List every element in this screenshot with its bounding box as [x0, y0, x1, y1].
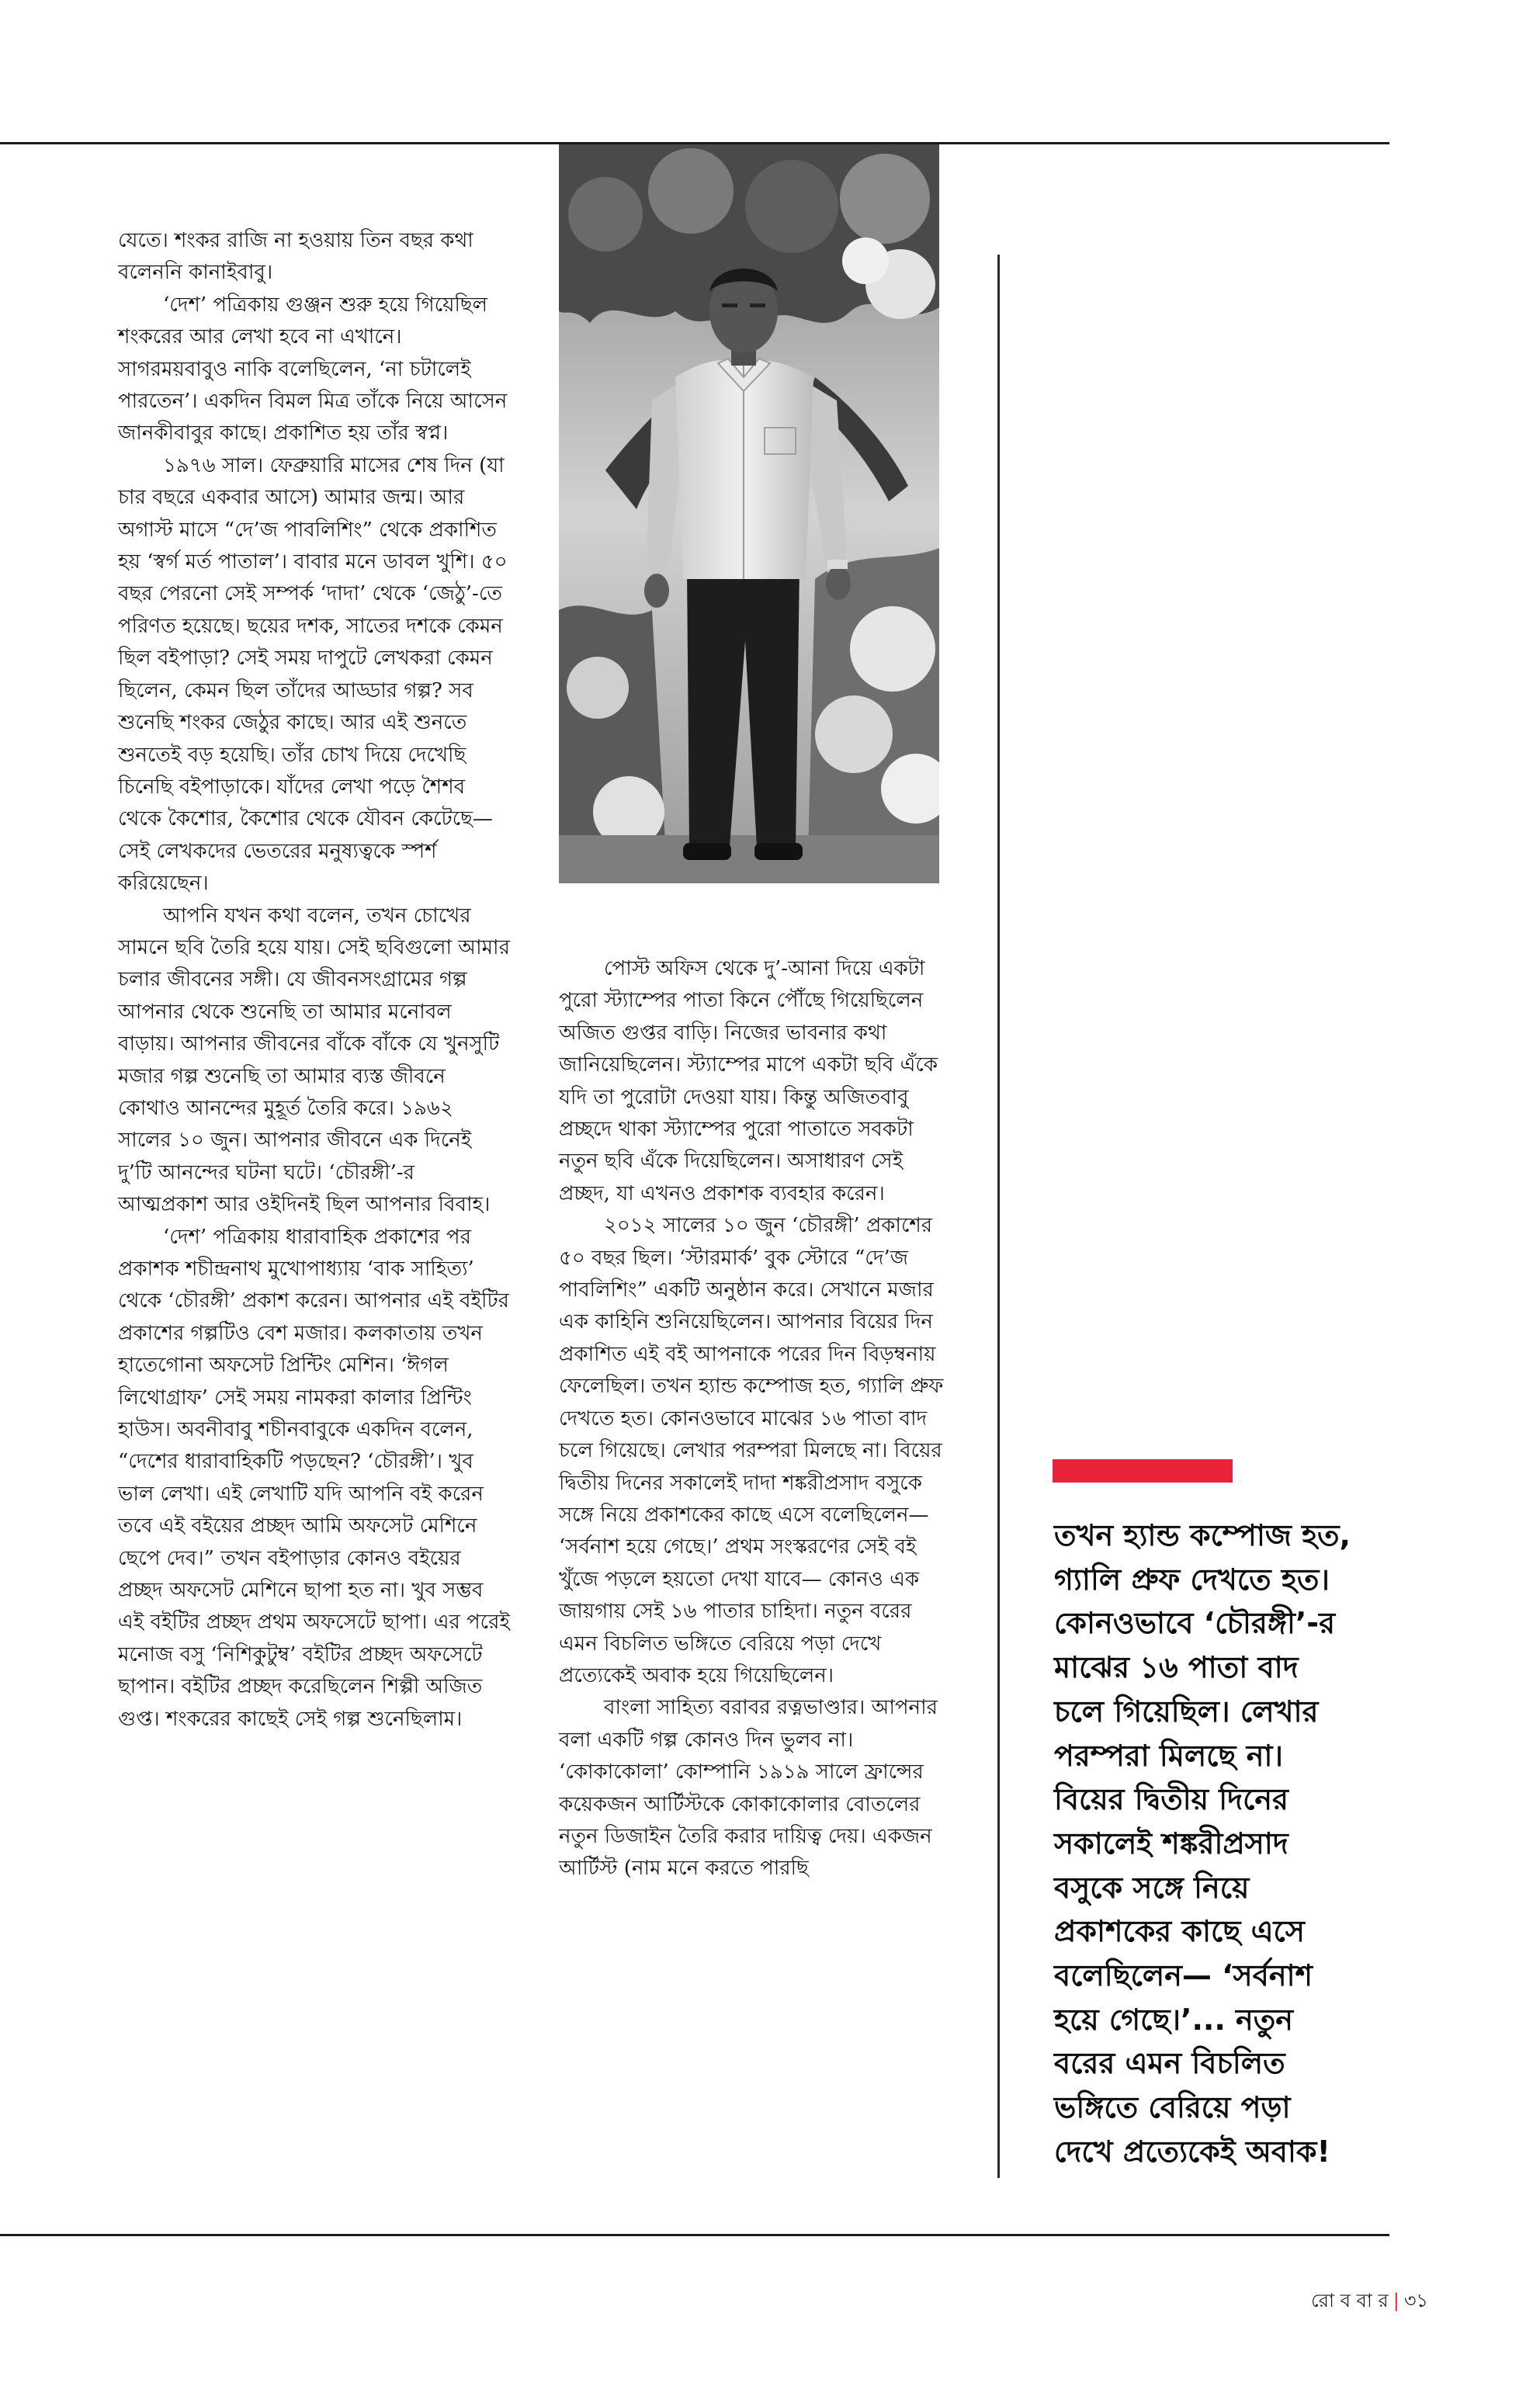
pull-quote-line: বরের এমন বিচলিত: [1054, 2046, 1285, 2081]
pull-quote: [1054, 1514, 1380, 2174]
magazine-name: রো ব বা র: [1311, 2290, 1389, 2311]
pull-quote-line: প্রকাশকের কাছে এসে: [1054, 1914, 1305, 1949]
paragraph: ১৯৭৬ সাল। ফেব্রুয়ারি মাসের শেষ দিন (যা চার বছরে একবার আসে) আমার জন্ম। আর অগাস্ট মাসে “দে’জ পাবলিশিং” থেকে প্রকাশিত হয় ‘স্বর্গ মর্ত পাতাল’। বাবার মনে ডাবল খুশি। ৫০ বছর পেরনো সেই সম্পর্ক ‘দাদা’ থেকে ‘জেঠু’-তে পরিণত হয়েছে। ছয়ের দশক, সাতের দশকে কেমন ছিল বইপাড়া? সেই সময় দাপুটে লেখকরা কেমন ছিলেন, কেমন ছিল তাঁদের আড্ডার গল্প? সব শুনেছি শংকর জেঠুর কাছে। আর এই শুনতে শুনতেই বড় হয়েছি। তাঁর চোখ দিয়ে দেখেছি চিনেছি বইপাড়াকে। যাঁদের লেখা পড়ে শৈশব থেকে কৈশোর, কৈশোর থেকে যৌবন কেটেছে— সেই লেখকদের ভেতরের মনুষ্যত্বকে স্পর্শ করিয়েছেন।: [118, 453, 508, 896]
paragraph: যেতে। শংকর রাজি না হওয়ায় তিন বছর কথা বলেননি কানাইবাবু।: [118, 229, 473, 285]
folio-separator: |: [1393, 2290, 1400, 2311]
pull-quote-line: বিয়ের দ্বিতীয় দিনের: [1054, 1782, 1289, 1817]
pull-quote-line: ভঙ্গিতে বেরিয়ে পড়া: [1054, 2090, 1291, 2125]
pull-quote-accent-bar: [1053, 1459, 1233, 1483]
pull-quote-line: গ্যালি প্রুফ দেখতে হত।: [1054, 1562, 1330, 1597]
article-column-2: [559, 953, 947, 1885]
bottom-rule: [0, 2234, 1389, 2236]
paragraph: আপনি যখন কথা বলেন, তখন চোখের সামনে ছবি তৈরি হয়ে যায়। সেই ছবিগুলো আমার চলার জীবনের সঙ্গী। যে জীবনসংগ্রামের গল্প আপনার থেকে শুনেছি তা আমার মনোবল বাড়ায়। আপনার জীবনের বাঁকে বাঁকে যে খুনসুটি মজার গল্প শুনেছি তা আমার ব্যস্ত জীবনে কোথাও আনন্দের মুহূর্ত তৈরি করে। ১৯৬২ সালের ১০ জুন। আপনার জীবনে এক দিনেই দু’টি আনন্দের ঘটনা ঘটে। ‘চৌরঙ্গী’-র আত্মপ্রকাশ আর ওইদিনই ছিল আপনার বিবাহ।: [118, 903, 510, 1217]
pull-quote-line: হয়ে গেছে।’... নতুন: [1054, 2002, 1293, 2037]
pull-quote-line: বসুকে সঙ্গে নিয়ে: [1054, 1870, 1250, 1905]
paragraph: ২০১২ সালের ১০ জুন ‘চৌরঙ্গী’ প্রকাশের ৫০ বছর ছিল। ‘স্টারমার্ক’ বুক স্টোরে “দে’জ পাবলিশিং” একটি অনুষ্ঠান করে। সেখানে মজার এক কাহিনি শুনিয়েছিলেন। আপনার বিয়ের দিন প্রকাশিত এই বই আপনাকে পরের দিন বিড়ম্বনায় ফেলেছিল। তখন হ্যান্ড কম্পোজ হত, গ্যালি প্রুফ দেখতে হত। কোনওভাবে মাঝের ১৬ পাতা বাদ চলে গিয়েছে। লেখার পরম্পরা মিলছে না। বিয়ের দ্বিতীয় দিনের সকালেই দাদা শঙ্করীপ্রসাদ বসুকে সঙ্গে নিয়ে প্রকাশকের কাছে এসে বলেছিলেন— ‘সর্বনাশ হয়ে গেছে।’ প্রথম সংস্করণের সেই বই খুঁজে পড়লে হয়তো দেখা যাবে— কোনও এক জায়গায় সেই ১৬ পাতার চাহিদা। নতুন বরের এমন বিচলিত ভঙ্গিতে বেরিয়ে পড়া দেখে প্রত্যেকেই অবাক হয়ে গিয়েছিলেন।: [559, 1214, 944, 1687]
paragraph: পোস্ট অফিস থেকে দু’-আনা দিয়ে একটা পুরো স্ট্যাম্পের পাতা কিনে পৌঁছে গিয়েছিলেন অজিত গুপ্তর বাড়ি। নিজের ভাবনার কথা জানিয়েছিলেন। স্ট্যাম্পের মাপে একটা ছবি এঁকে যদি তা পুরোটা দেওয়া যায়। কিন্তু অজিতবাবু প্রচ্ছদে থাকা স্ট্যাম্পের পুরো পাতাতে সবকটা নতুন ছবি এঁকে দিয়েছিলেন। অসাধারণ সেই প্রচ্ছদ, যা এখনও প্রকাশক ব্যবহার করেন।: [559, 957, 938, 1205]
article-column-1: [118, 225, 510, 1736]
portrait-photo: [559, 144, 939, 883]
column-divider: [997, 255, 1000, 2178]
pull-quote-line: মাঝের ১৬ পাতা বাদ: [1054, 1650, 1299, 1685]
paragraph: বাংলা সাহিত্য বরাবর রত্নভাণ্ডার। আপনার বলা একটি গল্প কোনও দিন ভুলব না। ‘কোকাকোলা’ কোম্পানি ১৯১৯ সালে ফ্রান্সের কয়েকজন আর্টিস্টকে কোকাকোলার বোতলের নতুন ডিজাইন তৈরি করার দায়িত্ব দেয়। একজন আর্টিস্ট (নাম মনে করতে পারছি: [559, 1696, 938, 1881]
pull-quote-line: কোনওভাবে ‘চৌরঙ্গী’-র: [1054, 1606, 1335, 1641]
page-number: ৩১: [1403, 2290, 1428, 2311]
pull-quote-line: তখন হ্যান্ড কম্পোজ হত,: [1054, 1518, 1351, 1552]
pull-quote-line: চলে গিয়েছিল। লেখার: [1054, 1694, 1319, 1729]
paragraph: ‘দেশ’ পত্রিকায় ধারাবাহিক প্রকাশের পর প্রকাশক শচীন্দ্রনাথ মুখোপাধ্যায় ‘বাক সাহিত্য’ থেকে ‘চৌরঙ্গী’ প্রকাশ করেন। আপনার এই বইটির প্রকাশের গল্পটিও বেশ মজার। কলকাতায় তখন হাতেগোনা অফসেট প্রিন্টিং মেশিন। ‘ঈগল লিথোগ্রাফ’ সেই সময় নামকরা কালার প্রিন্টিং হাউস। অবনীবাবু শচীনবাবুকে একদিন বলেন, “দেশের ধারাবাহিকটি পড়ছেন? ‘চৌরঙ্গী’। খুব ভাল লেখা। এই লেখাটি যদি আপনি বই করেন তবে এই বইয়ের প্রচ্ছদ আমি অফসেট মেশিনে ছেপে দেব।” তখন বইপাড়ার কোনও বইয়ের প্রচ্ছদ অফসেট মেশিনে ছাপা হত না। খুব সম্ভব এই বইটির প্রচ্ছদ প্রথম অফসেটে ছাপা। এর পরেই মনোজ বসু ‘নিশিকুটুম্ব’ বইটির প্রচ্ছদ অফসেটে ছাপান। বইটির প্রচ্ছদ করেছিলেন শিল্পী অজিত গুপ্ত। শংকরের কাছেই সেই গল্প শুনেছিলাম।: [118, 1225, 510, 1731]
page-folio: [1311, 2287, 1428, 2318]
paragraph: ‘দেশ’ পত্রিকায় গুঞ্জন শুরু হয়ে গিয়েছিল শংকরের আর লেখা হবে না এখানে। সাগরময়বাবুও নাকি বলেছিলেন, ‘না চটালেই পারতেন’। একদিন বিমল মিত্র তাঁকে নিয়ে আসেন জানকীবাবুর কাছে। প্রকাশিত হয় তাঁর স্বপ্ন।: [118, 293, 508, 446]
pull-quote-line: সকালেই শঙ্করীপ্রসাদ: [1054, 1826, 1289, 1861]
pull-quote-line: দেখে প্রত্যেকেই অবাক!: [1054, 2134, 1330, 2169]
pull-quote-line: বলেছিলেন— ‘সর্বনাশ: [1054, 1958, 1313, 1993]
pull-quote-line: পরম্পরা মিলছে না।: [1054, 1738, 1283, 1773]
